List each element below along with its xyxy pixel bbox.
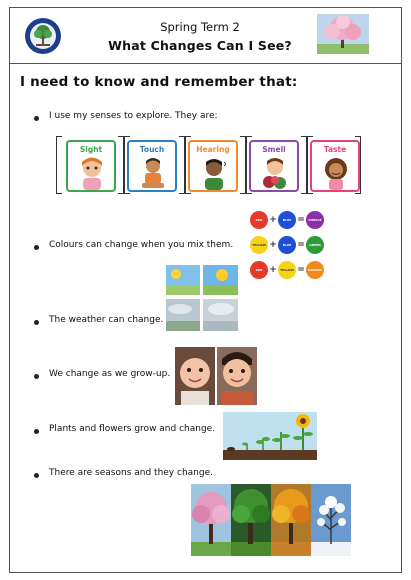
purple-dot: PURPLE [306,211,324,229]
term-label: Spring Term 2 [160,20,240,34]
equals-icon: = [297,265,305,275]
plus-icon: + [269,215,277,225]
bullet-weather: The weather can change. [49,315,164,325]
yellow-dot: YELLOW [278,261,296,279]
plus-icon: + [269,265,277,275]
yellow-dot: YELLOW [250,236,268,254]
sense-label: Sight [79,145,103,154]
plus-icon: + [269,240,277,250]
bullet-seasons: There are seasons and they change. [49,468,213,478]
sight-child-icon [77,156,107,190]
equals-icon: = [297,240,305,250]
green-dot: GREEN [306,236,324,254]
sense-card-touch [127,140,177,192]
bracket-icon [355,136,361,194]
sense-label: Smell [262,145,286,154]
bullet-icon [34,473,39,478]
blossom-tree-picture [317,14,369,54]
sense-label: Taste [323,145,347,154]
plant-growth-picture [223,412,317,460]
bullet-plants: Plants and flowers grow and change. [49,424,216,434]
orange-dot: ORANGE [306,261,324,279]
red-dot: RED [250,211,268,229]
school-logo-icon [24,17,62,55]
colour-mixing-diagram [250,211,330,283]
section-heading: I need to know and remember that: [20,74,298,90]
blue-dot: BLUE [278,211,296,229]
bullet-icon [34,320,39,325]
weather-pictures [166,265,238,331]
bracket-icon [56,136,62,194]
bullet-senses: I use my senses to explore. They are: [49,111,218,121]
knowledge-organiser-sheet [9,7,402,573]
bullet-icon [34,116,39,121]
bullet-icon [34,245,39,250]
sense-card-hearing [188,140,238,192]
bullet-grow-up: We change as we grow-up. [49,369,171,379]
sense-card-taste [310,140,360,192]
sense-label: Touch [139,145,165,154]
seasons-pictures [191,484,351,556]
sense-card-sight [66,140,116,192]
equals-icon: = [297,215,305,225]
smell-child-icon [260,156,290,190]
page-title: What Changes Can I See? [108,38,292,53]
bullet-icon [34,374,39,379]
senses-row [56,136,361,194]
sense-card-smell [249,140,299,192]
taste-child-icon [321,156,351,190]
red-dot: RED [250,261,268,279]
hearing-child-icon [199,156,229,190]
bullet-colours: Colours can change when you mix them. [49,240,234,250]
touch-child-icon [138,156,168,190]
header [10,8,401,64]
bullet-icon [34,429,39,434]
sense-label: Hearing [196,145,230,154]
blue-dot: BLUE [278,236,296,254]
baby-photos [175,347,257,405]
